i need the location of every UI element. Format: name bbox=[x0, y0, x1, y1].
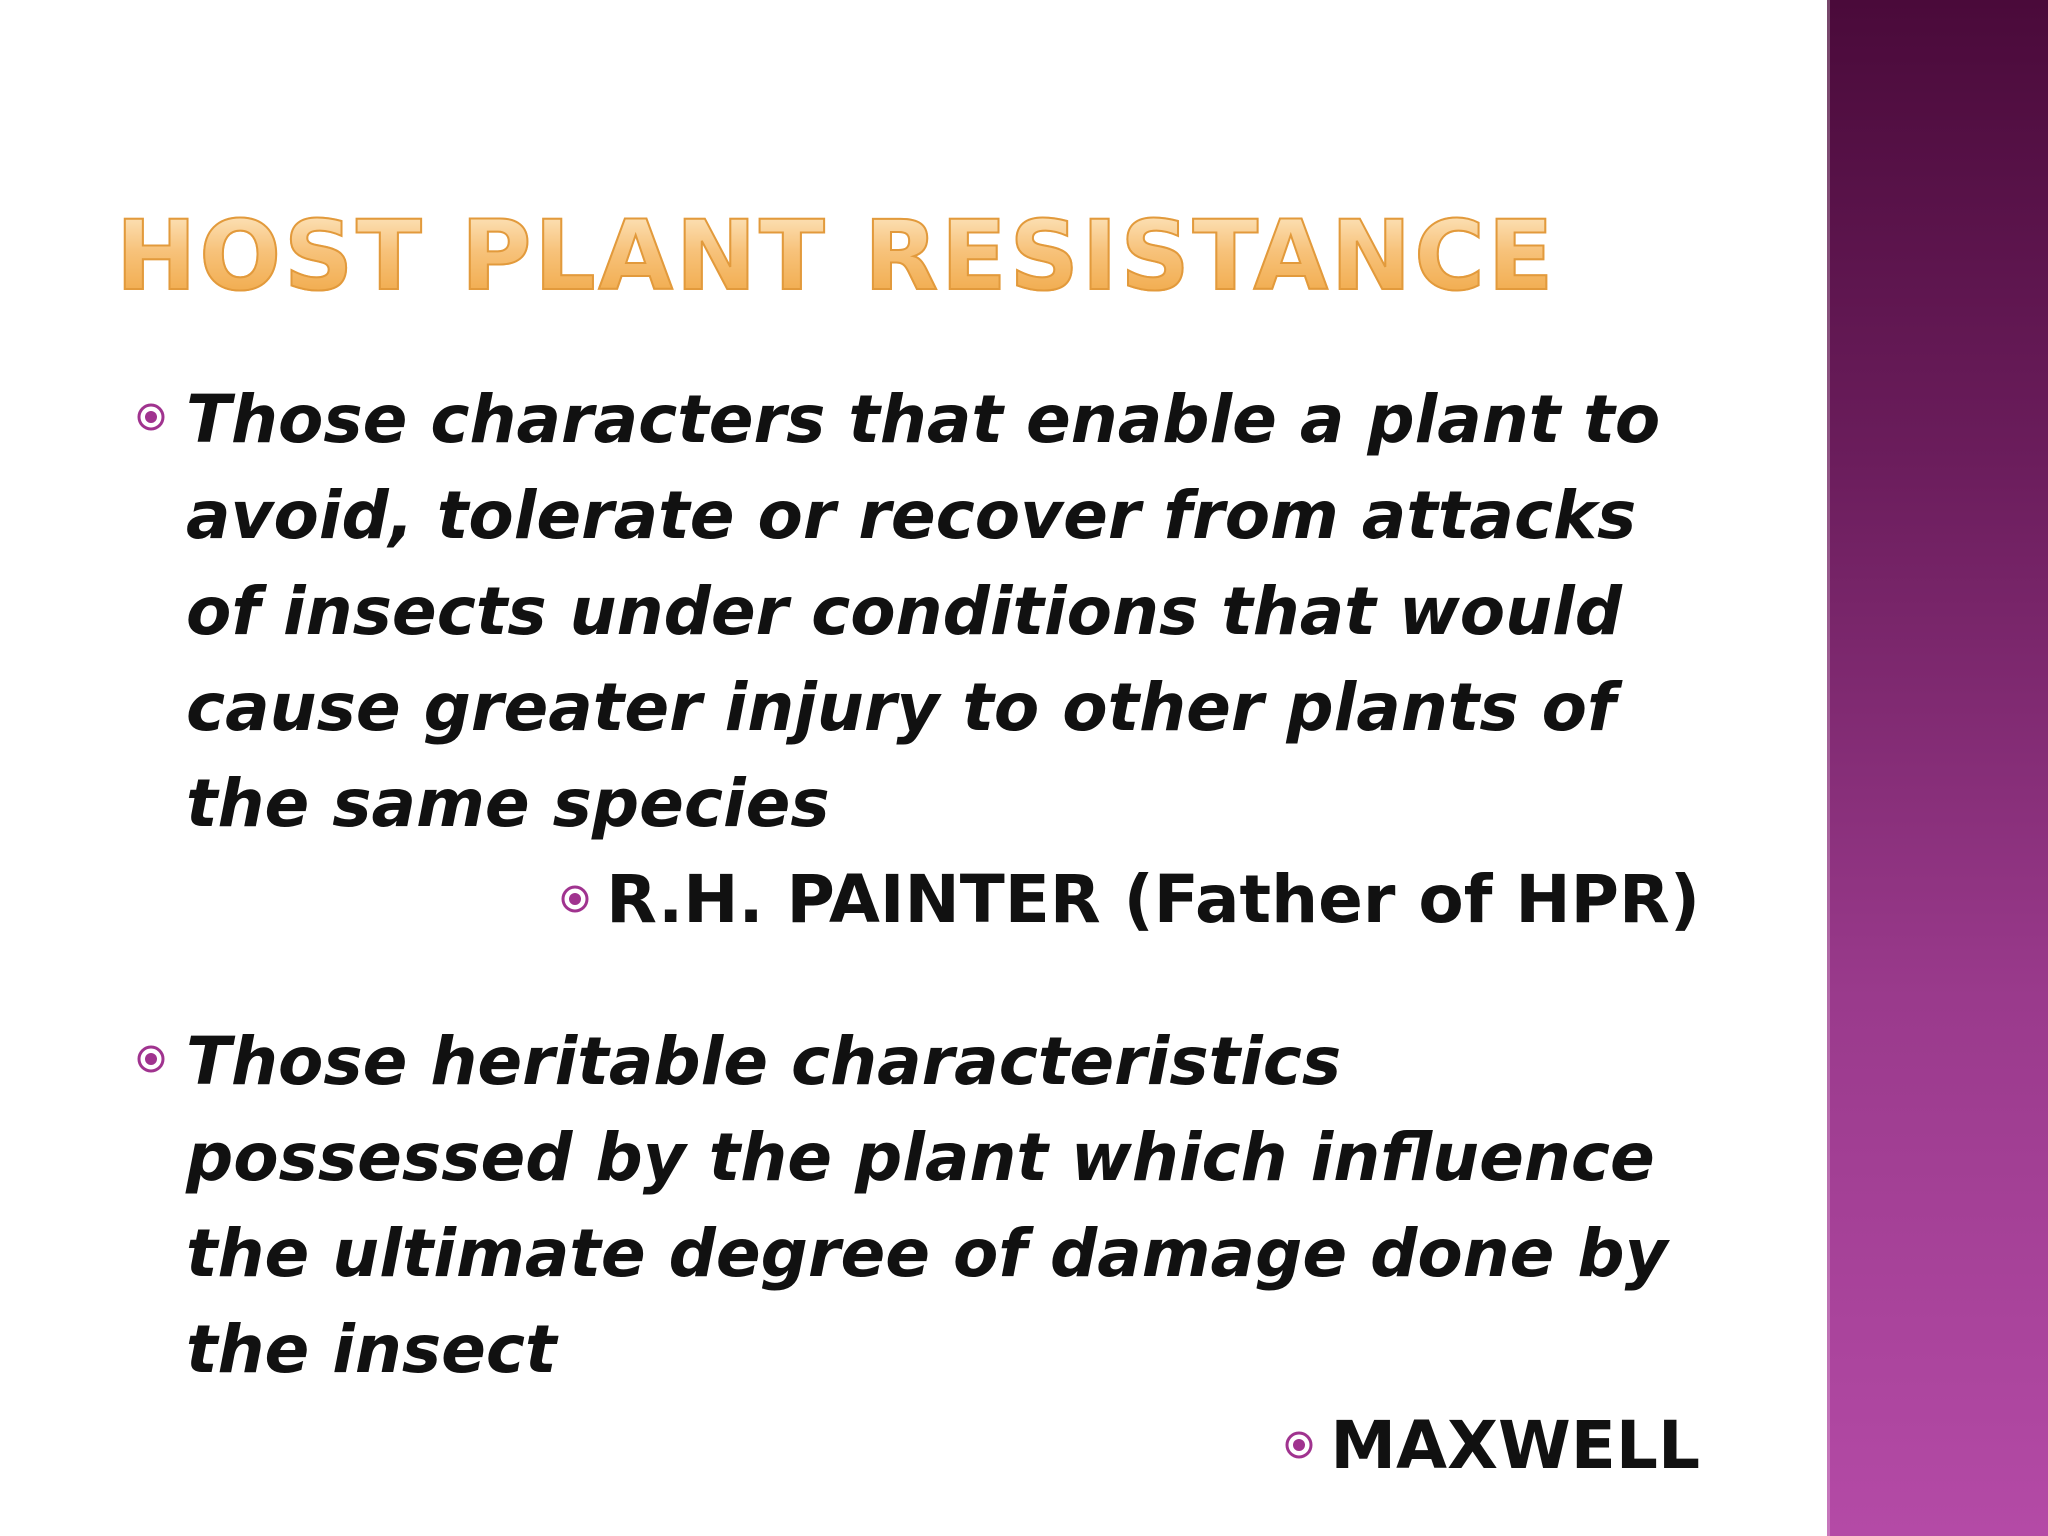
circled-dot-icon bbox=[560, 884, 590, 914]
definition-text-1: Those characters that enable a plant to avoid, tolerate or recover from attacks of insects under conditions that would cause greater injury to other plants of the same species bbox=[186, 381, 1661, 842]
slide-content bbox=[120, 372, 1710, 1536]
decorative-sidebar bbox=[1827, 0, 2048, 1536]
circled-dot-icon bbox=[136, 1044, 166, 1074]
slide-title: HOST PLANT RESISTANCE bbox=[116, 200, 1557, 312]
definition-text-2: Those heritable characteristics possessed by the plant which influence the ultimate degree of damage done by the insect bbox=[186, 1023, 1668, 1388]
definition-bullet-1 bbox=[120, 372, 1710, 852]
attribution-text-2: MAXWELL bbox=[1330, 1407, 1700, 1484]
circled-dot-icon bbox=[1284, 1430, 1314, 1460]
definition-bullet-2 bbox=[120, 1014, 1710, 1398]
attribution-bullet-2 bbox=[120, 1398, 1710, 1494]
attribution-bullet-1 bbox=[120, 852, 1710, 948]
attribution-text-1: R.H. PAINTER (Father of HPR) bbox=[606, 861, 1700, 938]
circled-dot-icon bbox=[136, 402, 166, 432]
